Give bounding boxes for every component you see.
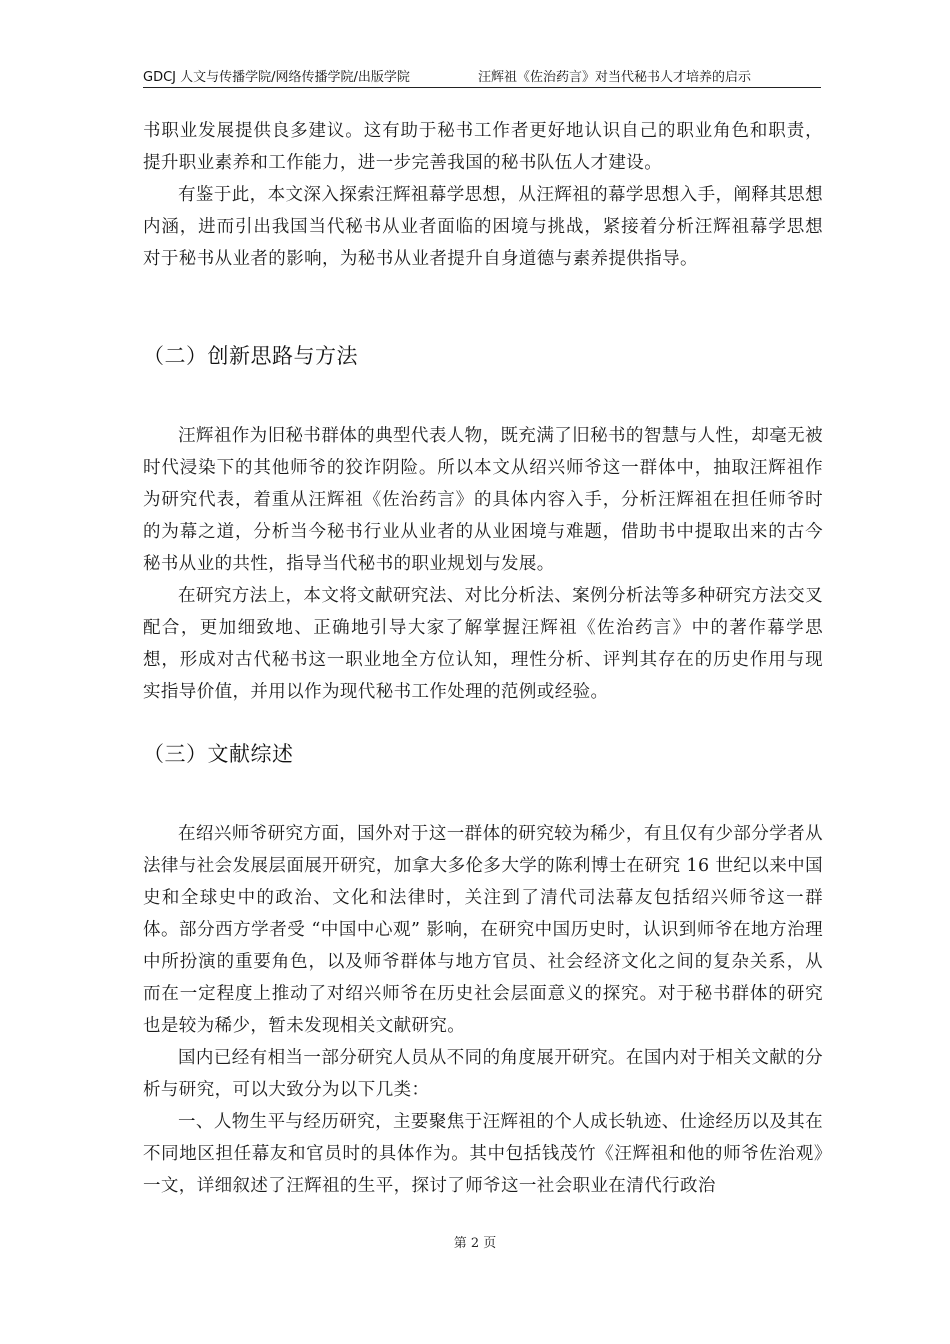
body-paragraph-4: 在研究方法上，本文将文献研究法、对比分析法、案例分析法等多种研究方法交叉配合，更加细致地、正确地引导大家了解掌握汪辉祖《佐治药言》中的著作幕学思想，形成对古代秘书这一职业地全方位认知，理性分析、评判其存在的历史作用与现实指导价值，并用以作为现代秘书工作处理的范例或经验。: [143, 586, 823, 702]
body-paragraph-1: 书职业发展提供良多建议。这有助于秘书工作者更好地认识自己的职业角色和职责，提升职业素养和工作能力，进一步完善我国的秘书队伍人才建设。: [143, 121, 823, 173]
section-heading-innovation: （二）创新思路与方法: [143, 344, 358, 368]
body-paragraph-3: 汪辉祖作为旧秘书群体的典型代表人物，既充满了旧秘书的智慧与人性，却毫无被时代浸染下的其他师爷的狡诈阴险。所以本文从绍兴师爷这一群体中，抽取汪辉祖作为研究代表，着重从汪辉祖《佐治药言》的具体内容入手，分析汪辉祖在担任师爷时的为幕之道，分析当今秘书行业从业者的从业困境与难题，借助书中提取出来的古今秘书从业的共性，指导当代秘书的职业规划与发展。: [143, 426, 823, 574]
body-paragraph-5: 在绍兴师爷研究方面，国外对于这一群体的研究较为稀少，有且仅有少部分学者从法律与社会发展层面展开研究，加拿大多伦多大学的陈利博士在研究 16 世纪以来中国史和全球史中的政治、文化和法律时，关注到了清代司法幕友包括绍兴师爷这一群体。部分西方学者受 “中国中心观” 影响，在研究中国历史时，认识到师爷在地方治理中所扮演的重要角色，以及师爷群体与地方官员、社会经济文化之间的复杂关系，从而在一定程度上推动了对绍兴师爷在历史社会层面意义的探究。对于秘书群体的研究也是较为稀少，暂未发现相关文献研究。: [143, 824, 823, 1036]
body-paragraph-6: 国内已经有相当一部分研究人员从不同的角度展开研究。在国内对于相关文献的分析与研究，可以大致分为以下几类：: [143, 1048, 823, 1100]
body-paragraph-7: 一、人物生平与经历研究，主要聚焦于汪辉祖的个人成长轨迹、仕途经历以及其在不同地区担任幕友和官员时的具体作为。其中包括钱茂竹《汪辉祖和他的师爷佐治观》一文，详细叙述了汪辉祖的生平，探讨了师爷这一社会职业在清代行政治: [143, 1112, 823, 1196]
body-paragraph-2: 有鉴于此，本文深入探索汪辉祖幕学思想，从汪辉祖的幕学思想入手，阐释其思想内涵，进而引出我国当代秘书从业者面临的困境与挑战，紧接着分析汪辉祖幕学思想对于秘书从业者的影响，为秘书从业者提升自身道德与素养提供指导。: [143, 185, 823, 269]
header-paper-title: 汪辉祖《佐治药言》对当代秘书人才培养的启示: [478, 70, 752, 85]
header-institution: GDCJ 人文与传播学院/网络传播学院/出版学院: [143, 70, 410, 85]
section-heading-literature-review: （三）文献综述: [143, 742, 294, 766]
header-divider: [143, 87, 821, 88]
page-number: 第 2 页: [453, 1236, 497, 1251]
